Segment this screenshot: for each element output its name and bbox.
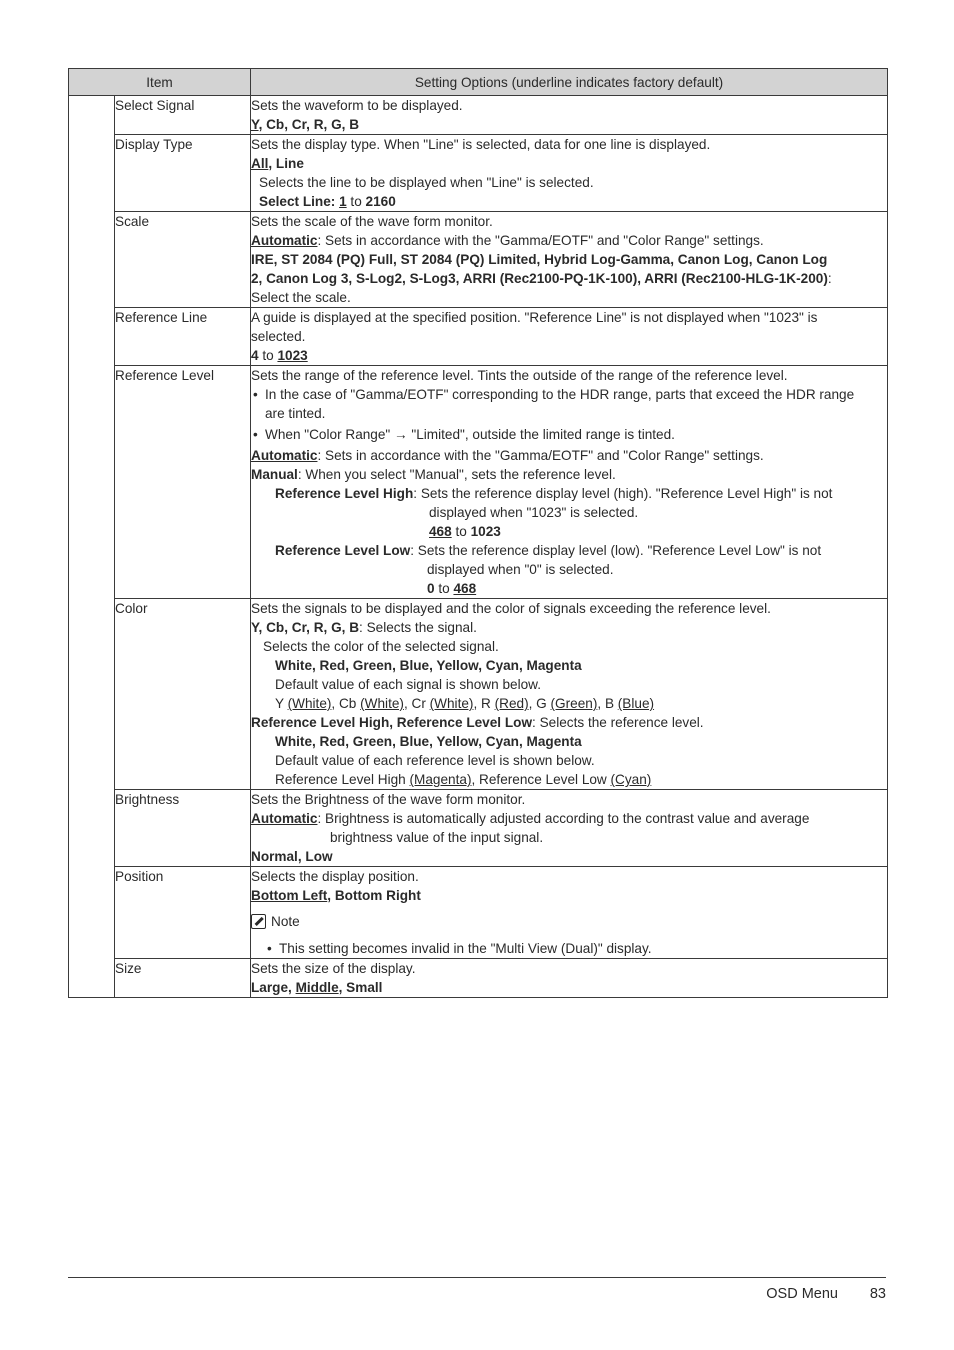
table-row	[69, 867, 888, 959]
item-description: Selects the display position. Bottom Left, Bottom Right Note • This setting becomes invalid in the "Multi View (Dual)" display.	[251, 867, 888, 959]
item-description: Sets the waveform to be displayed. Y, Cb, Cr, R, G, B	[251, 96, 888, 135]
table-row	[69, 599, 888, 790]
note-label: Note	[271, 914, 300, 929]
note-heading	[251, 912, 887, 931]
table-row	[69, 790, 888, 867]
footer-divider	[68, 1277, 886, 1278]
item-label: Scale	[115, 212, 251, 308]
item-label: Size	[115, 959, 251, 998]
signal-defaults: Y (White), Cb (White), Cr (White), R (Red), G (Green), B (Blue)	[275, 696, 655, 711]
header-item: Item	[69, 69, 251, 96]
item-label: Select Signal	[115, 96, 251, 135]
item-description: Sets the scale of the wave form monitor. Automatic: Sets in accordance with the "Gamma/EOTF" and "Color Range" settings. IRE, ST 2084 (PQ) Full, ST 2084 (PQ) Limited, Hybrid Log-Gamma, Canon Log, Canon Log 2, Canon Log 3, S-Log2, S-Log3, ARRI (Rec2100-PQ-1K-100), ARRI (Rec2100-HLG-1K-200): Select the scale.	[251, 212, 888, 308]
table-row	[69, 212, 888, 308]
header-options: Setting Options (underline indicates factory default)	[251, 69, 888, 96]
item-label: Brightness	[115, 790, 251, 867]
item-label: Reference Line	[115, 308, 251, 366]
item-description: Sets the range of the reference level. Tints the outside of the range of the reference level. • In the case of "Gamma/EOTF" corresponding to the HDR range, parts that exceed the HDR range are tinted. • When "Color Range" → "Limited", outside the limited range is tinted. Automatic: Sets in accordance with the "Gamma/EOTF" and "Color Range" settings. Manual: When you select "Manual", sets the reference level. Reference Level High: Sets the reference display level (high). "Reference Level High" is not displayed when "1023" is selected. 468 to 1023 Reference Level Low: Sets the reference display level (low). "Reference Level Low" is not displayed when "0" is selected. 0 to 468	[251, 366, 888, 599]
table-row	[69, 308, 888, 366]
bullet-item: • When "Color Range" → "Limited", outside the limited range is tinted.	[251, 425, 887, 444]
table-header-row	[69, 69, 888, 96]
item-label: Display Type	[115, 135, 251, 212]
item-description: Sets the display type. When "Line" is selected, data for one line is displayed. All, Line Selects the line to be displayed when "Line" is selected. Select Line: 1 to 2160	[251, 135, 888, 212]
table-row	[69, 135, 888, 212]
item-label: Color	[115, 599, 251, 790]
item-label: Position	[115, 867, 251, 959]
item-description: Sets the size of the display. Large, Middle, Small	[251, 959, 888, 998]
table-row	[69, 96, 888, 135]
note-pencil-icon	[251, 914, 266, 929]
note-bullet: • This setting becomes invalid in the "Multi View (Dual)" display.	[265, 939, 887, 958]
page-number: 83	[869, 1286, 886, 1302]
table-row	[69, 366, 888, 599]
table-row	[69, 959, 888, 998]
item-label: Reference Level	[115, 366, 251, 599]
footer-section-title: OSD Menu	[766, 1286, 838, 1302]
bullet-item: • In the case of "Gamma/EOTF" corresponding to the HDR range, parts that exceed the HDR range are tinted.	[251, 385, 887, 423]
item-description: Sets the signals to be displayed and the color of signals exceeding the reference level. Y, Cb, Cr, R, G, B: Selects the signal. Selects the color of the selected signal. White, Red, Green, Blue, Yellow, Cyan, Magenta Default value of each signal is shown below. Y (White), Cb (White), Cr (White), R (Red), G (Green), B (Blue) Reference Level High, Reference Level Low: Selects the reference level. White, Red, Green, Blue, Yellow, Cyan, Magenta Default value of each reference level is shown below. Reference Level High (Magenta), Reference Level Low (Cyan)	[251, 599, 888, 790]
item-description: A guide is displayed at the specified position. "Reference Line" is not displayed when "1023" is selected. 4 to 1023	[251, 308, 888, 366]
settings-table	[68, 68, 888, 998]
group-cell	[69, 96, 115, 998]
item-description: Sets the Brightness of the wave form monitor. Automatic: Brightness is automatically adjusted according to the contrast value and average brightness value of the input signal. Normal, Low	[251, 790, 888, 867]
